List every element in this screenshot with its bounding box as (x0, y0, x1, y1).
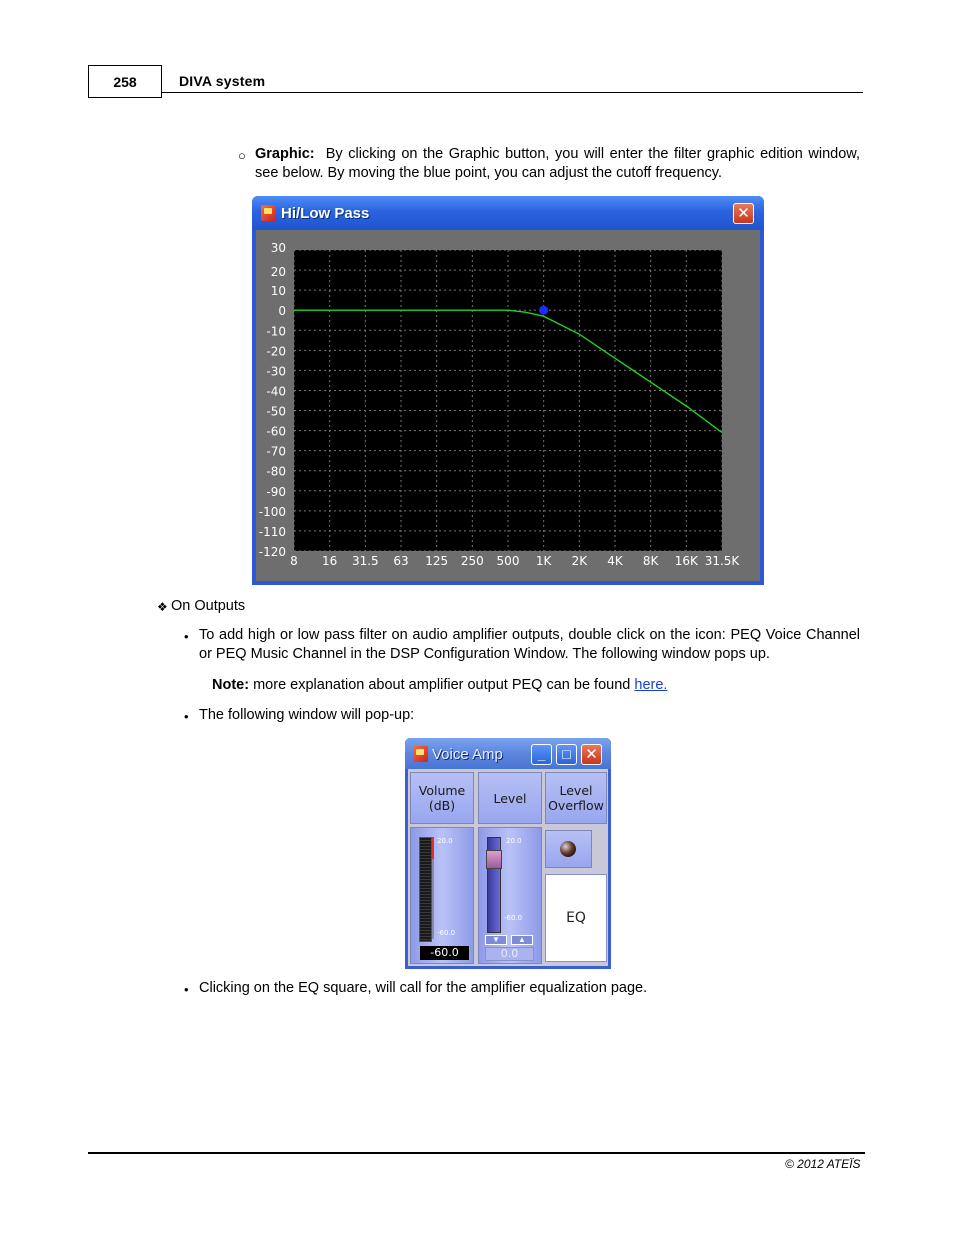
y-tick-label: -60 (266, 424, 286, 439)
outputs-bullet-2: The following window will pop-up: (199, 707, 415, 723)
minimize-icon: _ (537, 746, 546, 762)
volume-meter (419, 837, 432, 942)
note-here-link[interactable]: here. (634, 677, 668, 693)
footer-copyright: © 2012 ATEÏS (785, 1157, 861, 1171)
y-tick-label: -80 (266, 464, 286, 479)
y-tick-label: 10 (270, 284, 286, 299)
voice-amp-titlebar[interactable] (405, 738, 611, 769)
hilo-pass-window (252, 196, 764, 585)
x-axis-labels (290, 554, 740, 568)
note-paragraph (212, 676, 667, 695)
x-tick-label: 16 (322, 554, 338, 568)
voice-amp-client (408, 769, 608, 966)
x-tick-label: 1K (535, 554, 552, 568)
level-down-button[interactable] (485, 935, 507, 945)
close-icon: ✕ (737, 205, 750, 222)
eq-button[interactable] (545, 874, 607, 962)
y-axis-labels (259, 241, 286, 559)
x-tick-label: 31.5K (704, 554, 740, 568)
y-tick-label: -120 (258, 545, 286, 559)
maximize-button[interactable] (556, 744, 577, 765)
voice-amp-window (405, 738, 611, 969)
y-tick-label: -40 (266, 384, 286, 399)
graphic-description: By clicking on the Graphic button, you will enter the filter graphic edition window, see below. By moving the blue point, you can adjust the cutoff frequency. (255, 146, 860, 181)
filter-graph[interactable] (256, 230, 760, 581)
y-tick-label: -100 (258, 504, 286, 519)
y-tick-label: 30 (270, 241, 286, 255)
level-column (478, 827, 542, 964)
x-tick-label: 250 (460, 554, 484, 568)
level-header: Level (478, 772, 542, 824)
x-tick-label: 2K (571, 554, 588, 568)
chevron-up-icon: ▲ (518, 935, 526, 944)
diamond-bullet: ❖ (157, 600, 168, 614)
y-tick-label: -30 (266, 364, 286, 379)
chevron-down-icon: ▼ (492, 935, 500, 944)
hilo-window-title: Hi/Low Pass (281, 205, 370, 222)
bullet-dot: • (184, 709, 189, 724)
y-tick-label: -10 (266, 324, 286, 339)
maximize-icon: □ (562, 746, 571, 762)
x-tick-label: 8K (642, 554, 659, 568)
level-up-button[interactable] (511, 935, 533, 945)
volume-max-label: 20.0 (437, 837, 453, 845)
x-tick-label: 125 (425, 554, 449, 568)
note-label: Note: (212, 677, 250, 693)
note-body: more explanation about amplifier output PEQ can be found (253, 677, 631, 693)
hilo-titlebar[interactable] (252, 196, 764, 230)
level-overflow-header: Level Overflow (545, 772, 607, 824)
overflow-led-icon (560, 841, 576, 857)
x-tick-label: 4K (607, 554, 623, 568)
bullet-dot: • (184, 629, 189, 644)
y-tick-label: -70 (266, 444, 286, 459)
app-icon (261, 205, 276, 221)
outputs-bullet-3: Clicking on the EQ square, will call for the amplifier equalization page. (199, 980, 648, 996)
circle-bullet: ○ (238, 148, 246, 163)
y-tick-label: 20 (270, 265, 286, 280)
x-tick-label: 8 (290, 554, 298, 568)
bullet-dot: • (184, 982, 189, 997)
app-icon (413, 746, 428, 762)
y-tick-label: -110 (258, 524, 286, 539)
footer-rule (88, 1152, 865, 1154)
cutoff-handle[interactable] (539, 306, 548, 315)
graphic-paragraph (255, 145, 860, 183)
x-tick-label: 31.5 (351, 554, 379, 568)
hilo-close-button[interactable] (733, 203, 754, 224)
outputs-bullet-1: To add high or low pass filter on audio amplifier outputs, double click on the icon: PEQ Voice Channel or PEQ Music Channel in the DSP Configuration Window. The following window pops up. (199, 627, 860, 662)
y-tick-label: -90 (266, 484, 286, 499)
volume-value-display[interactable]: -60.0 (420, 946, 469, 960)
level-value-display[interactable]: 0.0 (485, 947, 534, 961)
header-separator (161, 65, 162, 98)
level-max-label: 20.0 (506, 837, 522, 845)
volume-scale (432, 859, 434, 939)
x-tick-label: 63 (393, 554, 409, 568)
document-title: DIVA system (179, 73, 266, 89)
volume-min-label: -60.0 (437, 929, 456, 937)
volume-scale-peak (432, 837, 434, 859)
y-tick-label: 0 (278, 304, 286, 319)
outputs-heading: On Outputs (171, 598, 246, 614)
x-tick-label: 500 (496, 554, 520, 568)
minimize-button[interactable] (531, 744, 552, 765)
volume-header: Volume (dB) (410, 772, 474, 824)
x-tick-label: 16K (674, 554, 698, 568)
overflow-indicator (545, 830, 592, 868)
level-slider-thumb[interactable] (486, 850, 502, 869)
y-tick-label: -50 (266, 404, 286, 419)
eq-label: EQ (566, 910, 586, 926)
page-number: 258 (88, 65, 161, 98)
volume-column (410, 827, 474, 964)
level-min-label: -60.0 (504, 914, 523, 922)
y-tick-label: -20 (266, 344, 286, 359)
close-icon: ✕ (585, 746, 598, 763)
hilo-graph-area (256, 230, 760, 581)
voice-amp-title: Voice Amp (432, 746, 503, 763)
header-rule (161, 92, 863, 93)
voice-amp-close-button[interactable] (581, 744, 602, 765)
graphic-label: Graphic: (255, 146, 315, 162)
